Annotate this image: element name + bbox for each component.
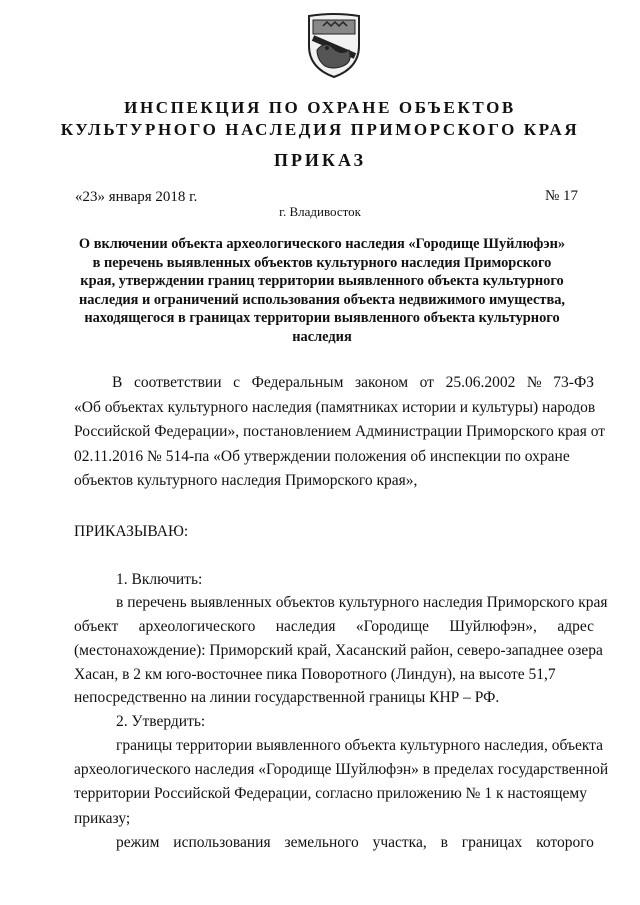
word: использования [173,834,271,851]
item-2-line: границы территории выявленного объекта культурного наследия, объекта [116,737,604,754]
title-line: находящегося в границах территории выявленного объекта культурного [84,310,560,326]
preamble-line [112,374,594,392]
organization-name-line1: ИНСПЕКЦИЯ ПО ОХРАНЕ ОБЪЕКТОВ [124,98,516,117]
word: № [526,374,542,391]
word: законом [354,374,409,391]
coat-of-arms-emblem [303,10,365,80]
word: наследия [275,618,336,635]
order-word: ПРИКАЗЫВАЮ: [74,523,189,540]
title-line: наследия [292,328,352,345]
item-1-line: в перечень выявленных объектов культурного наследия Приморского края [116,594,608,611]
document-title [72,235,572,346]
item-2-line: территории Российской Федерации, согласно приложению № 1 к настоящему [74,785,587,802]
word: адрес [557,618,594,635]
word: с [233,374,241,391]
title-line: края, утверждении границ территории выявленного объекта культурного [80,273,564,289]
item-1-heading: 1. Включить: [116,571,203,588]
item-2-line: археологического наследия «Городище Шуйлюфэн» в пределах государственной [74,761,609,778]
preamble-line: Российской Федерации», постановлением Администрации Приморского края от [74,423,606,440]
preamble-line: объектов культурного наследия Приморского края», [74,472,418,489]
word: 25.06.2002 [445,374,516,391]
word: объект [74,618,119,635]
word: режим [116,834,160,851]
organization-name-line2: КУЛЬТУРНОГО НАСЛЕДИЯ ПРИМОРСКОГО КРАЯ [60,120,580,139]
document-type: ПРИКАЗ [273,150,367,170]
word: «Городище [355,618,430,635]
preamble-line: 02.11.2016 № 514-па «Об утверждении положения об инспекции по охране [74,448,570,465]
preamble-line: «Об объектах культурного наследия (памятниках истории и культуры) народов [74,399,596,416]
item-1-line [74,618,594,636]
word: Шуйлюфэн», [449,618,537,635]
item-1-line: Хасан, в 2 км юго-восточнее пика Поворотного (Линдун), на высоте 51,7 [74,666,556,683]
title-line: наследия и ограничений использования объекта недвижимого имущества, [78,291,566,308]
word: участка, [372,834,427,851]
word: в [440,834,448,851]
word: В [112,374,123,391]
word: Федеральным [251,374,344,391]
word: земельного [284,834,359,851]
word: от [419,374,434,391]
item-1-line: (местонахождение): Приморский край, Хасанский район, северо-западнее озера [74,642,603,659]
item-2-heading: 2. Утвердить: [116,713,206,730]
word: соответствии [133,374,222,391]
document-city: г. Владивосток [279,204,361,219]
title-line: О включении объекта археологического наследия «Городище Шуйлюфэн» [78,236,566,252]
word: 73-ФЗ [553,374,594,391]
word: археологического [138,618,256,635]
item-2-line: приказу; [74,810,131,827]
item-1-line: непосредственно на линии государственной границы КНР – РФ. [74,689,500,706]
item-2-line [116,834,594,852]
document-date: «23» января 2018 г. [75,189,198,205]
document-number: № 17 [545,188,579,204]
word: которого [536,834,594,851]
word: границах [461,834,523,851]
title-line: в перечень выявленных объектов культурного наследия Приморского [92,254,552,271]
